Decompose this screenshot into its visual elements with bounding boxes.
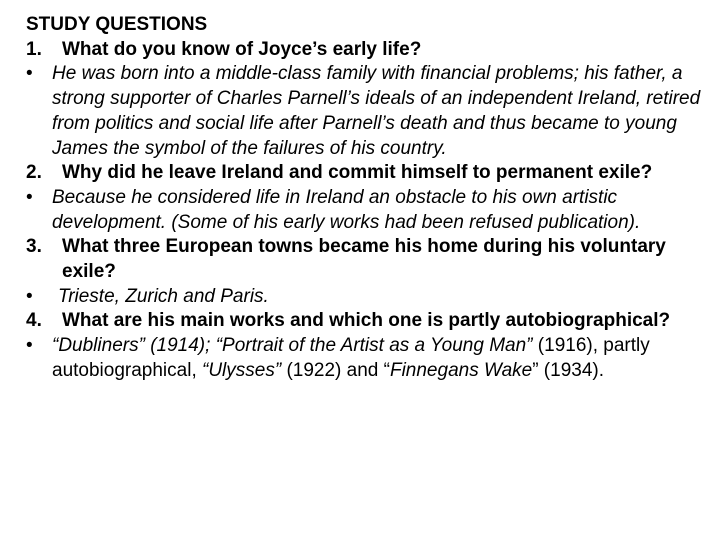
question-number: 4. — [26, 310, 42, 332]
answer-segment: (1914); — [144, 335, 216, 357]
question-number: 3. — [26, 236, 42, 258]
question-text: What do you know of Joyce’s early life? — [62, 38, 422, 60]
answer-text: Trieste, Zurich and Paris. — [58, 285, 269, 307]
answer-text: Because he considered life in Ireland an obstacle to his own artistic development. (Some of his early works had been refused publication). — [52, 186, 641, 233]
answer-segment: ” (1934). — [532, 359, 605, 381]
answer-segment: (1916), partly autobiographical, — [52, 335, 650, 381]
answer-4 — [26, 334, 706, 383]
question-text: What three European towns became his home during his voluntary exile? — [62, 236, 666, 283]
bullet: • — [26, 335, 33, 357]
answer-segment: “Portrait of the Artist as a Young Man” — [215, 335, 533, 357]
question-text: Why did he leave Ireland and commit himself to permanent exile? — [62, 162, 653, 184]
answer-1 — [26, 62, 706, 161]
bullet: • — [26, 186, 33, 208]
question-number: 1. — [26, 38, 42, 60]
question-number: 2. — [26, 162, 42, 184]
answer-segment: “Dubliners” — [52, 335, 145, 357]
answer-3 — [26, 285, 706, 310]
answer-2 — [26, 186, 706, 235]
question-4 — [26, 309, 706, 334]
slide-title: STUDY QUESTIONS — [26, 14, 208, 35]
question-3 — [26, 235, 706, 284]
question-2 — [26, 161, 706, 186]
answer-text: He was born into a middle-class family with financial problems; his father, a strong supporter of Charles Parnell’s ideals of an independent Ireland, retired from politics and social life after Parnell’s death and thus became to young James the symbol of the failures of his country. — [52, 63, 701, 159]
study-questions-slide — [26, 13, 706, 384]
answer-segment: Finnegans Wake — [389, 359, 533, 381]
question-text: What are his main works and which one is partly autobiographical? — [62, 310, 671, 332]
bullet: • — [26, 285, 33, 307]
answer-segment: “Ulysses” — [202, 359, 282, 381]
question-1 — [26, 38, 706, 63]
answer-text-mixed — [52, 335, 650, 381]
bullet: • — [26, 63, 33, 85]
answer-segment: (1922) and “ — [281, 359, 390, 381]
